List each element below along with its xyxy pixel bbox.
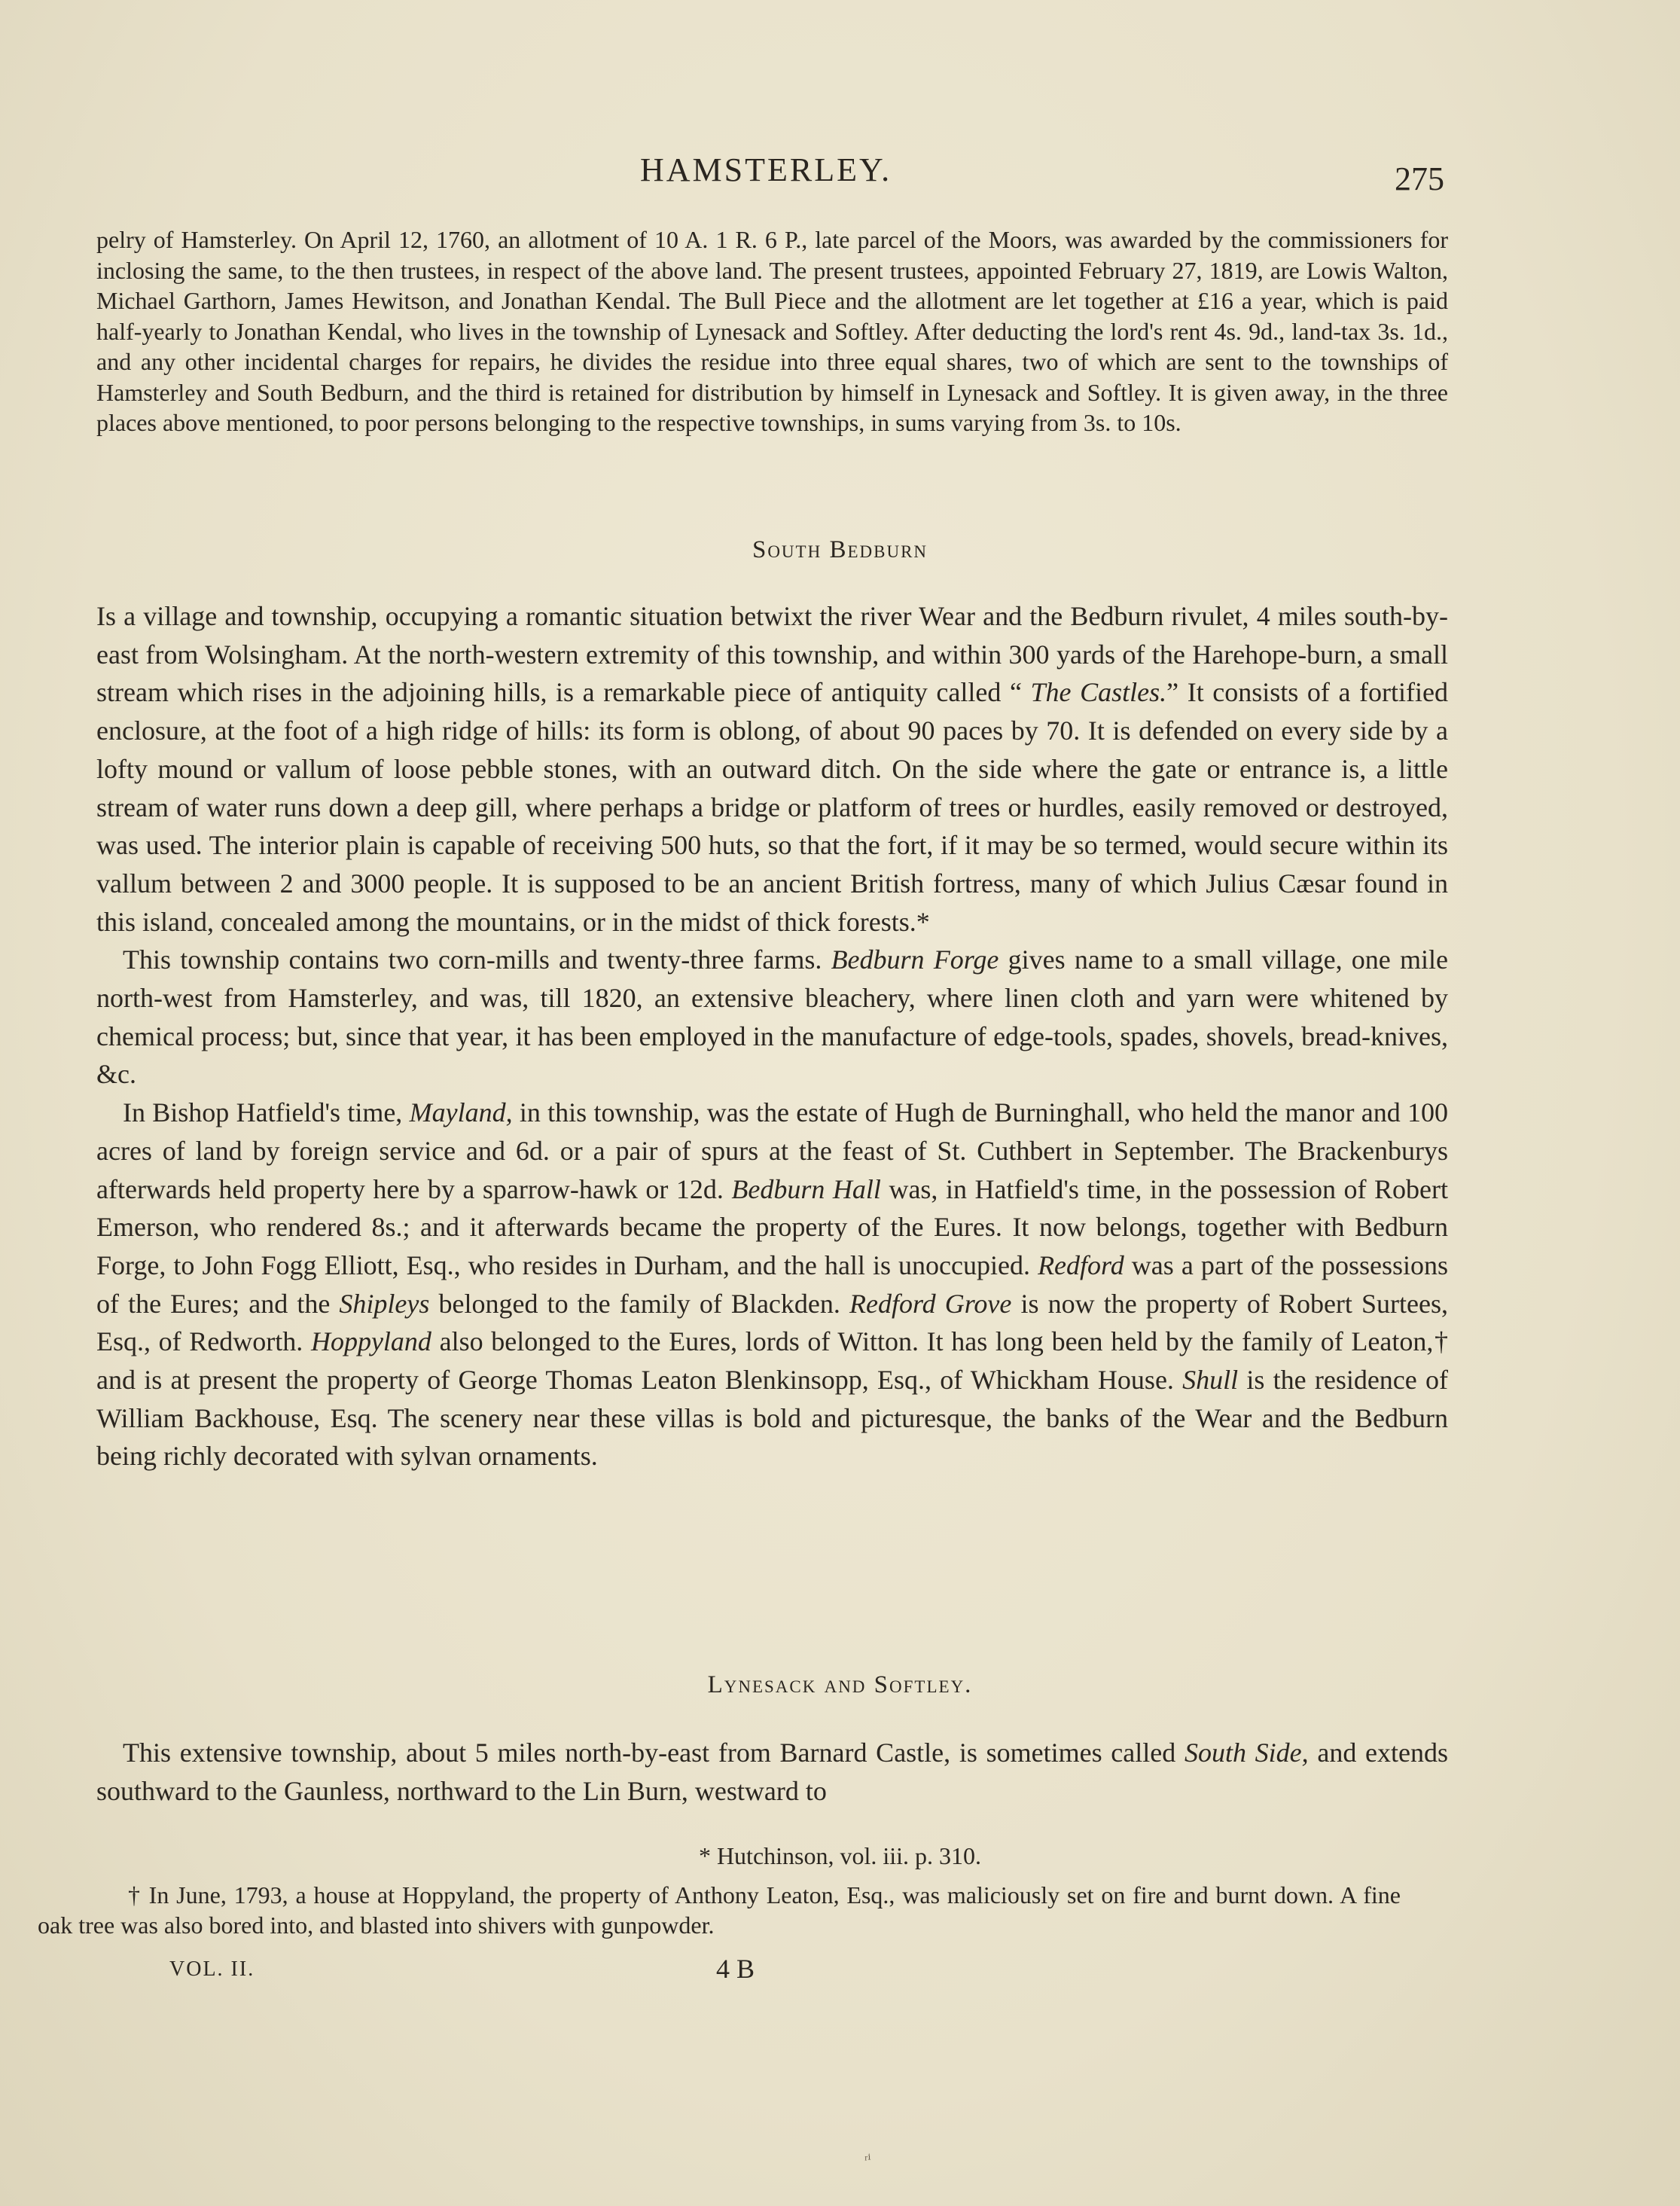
continued-paragraph — [96, 224, 1448, 438]
footnote-hoppyland-text: † In June, 1793, a house at Hoppyland, the property of Anthony Leaton, Esq., was maliciously set on fire and burnt down. A fine oak tree was also bored into, and blasted into shivers with gunpowder. — [38, 1881, 1401, 1939]
lynesack-body — [96, 1734, 1448, 1811]
paragraph-hamsterley-charity: pelry of Hamsterley. On April 12, 1760, an allotment of 10 A. 1 R. 6 P., late parcel of the Moors, was awarded by the commissioners for inclosing the same, to the then trustees, in respect of the above land. The present trustees, appointed February 27, 1819, are Lowis Walton, Michael Garthorn, James Hewitson, and Jonathan Kendal. The Bull Piece and the allotment are let together at £16 a year, which is paid half-yearly to Jonathan Kendal, who lives in the township of Lynesack and Softley. After deducting the lord's rent 4s. 9d., land-tax 3s. 1d., and any other incidental charges for repairs, he divides the residue into three equal shares, two of which are sent to the townships of Hamsterley and South Bedburn, and the third is retained for distribution by himself in Lynesack and Softley. It is given away, in the three places above mentioned, to poor persons belonging to the respective townships, in sums varying from 3s. to 10s. — [96, 226, 1448, 436]
paragraph-lynesack: This extensive township, about 5 miles north-by-east from Barnard Castle, is sometimes called South Side, and extends southward to the Gaunless, northward to the Lin Burn, westward to — [96, 1738, 1449, 1806]
signature-mark: 4 B — [716, 1954, 755, 1984]
paragraph-mayland: In Bishop Hatfield's time, Mayland, in this township, was the estate of Hugh de Burninghall, who held the manor and 100 acres of land by foreign service and 6d. or a pair of spurs at the feast of St. Cuthbert in September. The Brackenburys afterwards held property here by a sparrow-hawk or 12d. Bedburn Hall was, in Hatfield's time, in the possession of Robert Emerson, who rendered 8s.; and it afterwards became the property of the Eures. It now belongs, together with Bedburn Forge, to John Fogg Elliott, Esq., who resides in Durham, and the hall is unoccupied. Redford was a part of the possessions of the Eures; and the Shipleys belonged to the family of Blackden. Redford Grove is now the property of Robert Surtees, Esq., of Redworth. Hoppyland also belonged to the Eures, lords of Witton. It has long been held by the family of Leaton,† and is at present the property of George Thomas Leaton Blenkinsopp, Esq., of Whickham House. Shull is the residence of William Backhouse, Esq. The scenery near these villas is bold and picturesque, the banks of the Wear and the Bedburn being richly decorated with sylvan ornaments. — [96, 1097, 1449, 1472]
page-number: 275 — [1395, 160, 1444, 197]
footnote-hoppyland — [38, 1880, 1401, 1940]
section-heading-south-bedburn: South Bedburn — [752, 536, 928, 563]
footnote-hutchinson: * Hutchinson, vol. iii. p. 310. — [698, 1842, 982, 1869]
paragraph-bedburn-forge: This township contains two corn-mills and twenty-three farms. Bedburn Forge gives name to a small village, one mile north-west from Hamsterley, and was, till 1820, an extensive bleachery, where linen cloth and yarn were whitened by chemical process; but, since that year, it has been employed in the manufacture of edge-tools, spades, shovels, bread-knives, &c. — [96, 944, 1448, 1090]
running-title: HAMSTERLEY. — [640, 151, 892, 188]
signature-line — [169, 1953, 847, 1991]
running-head — [0, 151, 1680, 196]
paragraph-castles: Is a village and township, occupying a romantic situation betwixt the river Wear and the Bedburn rivulet, 4 miles south-by-east from Wolsingham. At the north-western extremity of this township, and within 300 yards of the Harehope-burn, a small stream which rises in the adjoining hills, is a remarkable piece of antiquity called “ The Castles.” It consists of a fortified enclosure, at the foot of a high ridge of hills: its form is oblong, of about 90 paces by 70. It is defended on every side by a lofty mound or vallum of loose pebble stones, with an outward ditch. On the side where the gate or entrance is, a little stream of water runs down a deep gill, where perhaps a bridge or platform of trees or hurdles, easily removed or destroyed, was used. The interior plain is capable of receiving 500 huts, so that the fort, if it may be so termed, would secure within its vallum between 2 and 3000 people. It is supposed to be an ancient British fortress, many of which Julius Cæsar found in this island, concealed among the mountains, or in the midst of thick forests.* — [96, 601, 1449, 937]
stray-mark: ʳⁱ — [864, 2152, 871, 2168]
section-heading-lynesack: Lynesack and Softley. — [707, 1671, 973, 1698]
volume-label: VOL. II. — [169, 1957, 255, 1981]
south-bedburn-body — [96, 597, 1448, 1475]
